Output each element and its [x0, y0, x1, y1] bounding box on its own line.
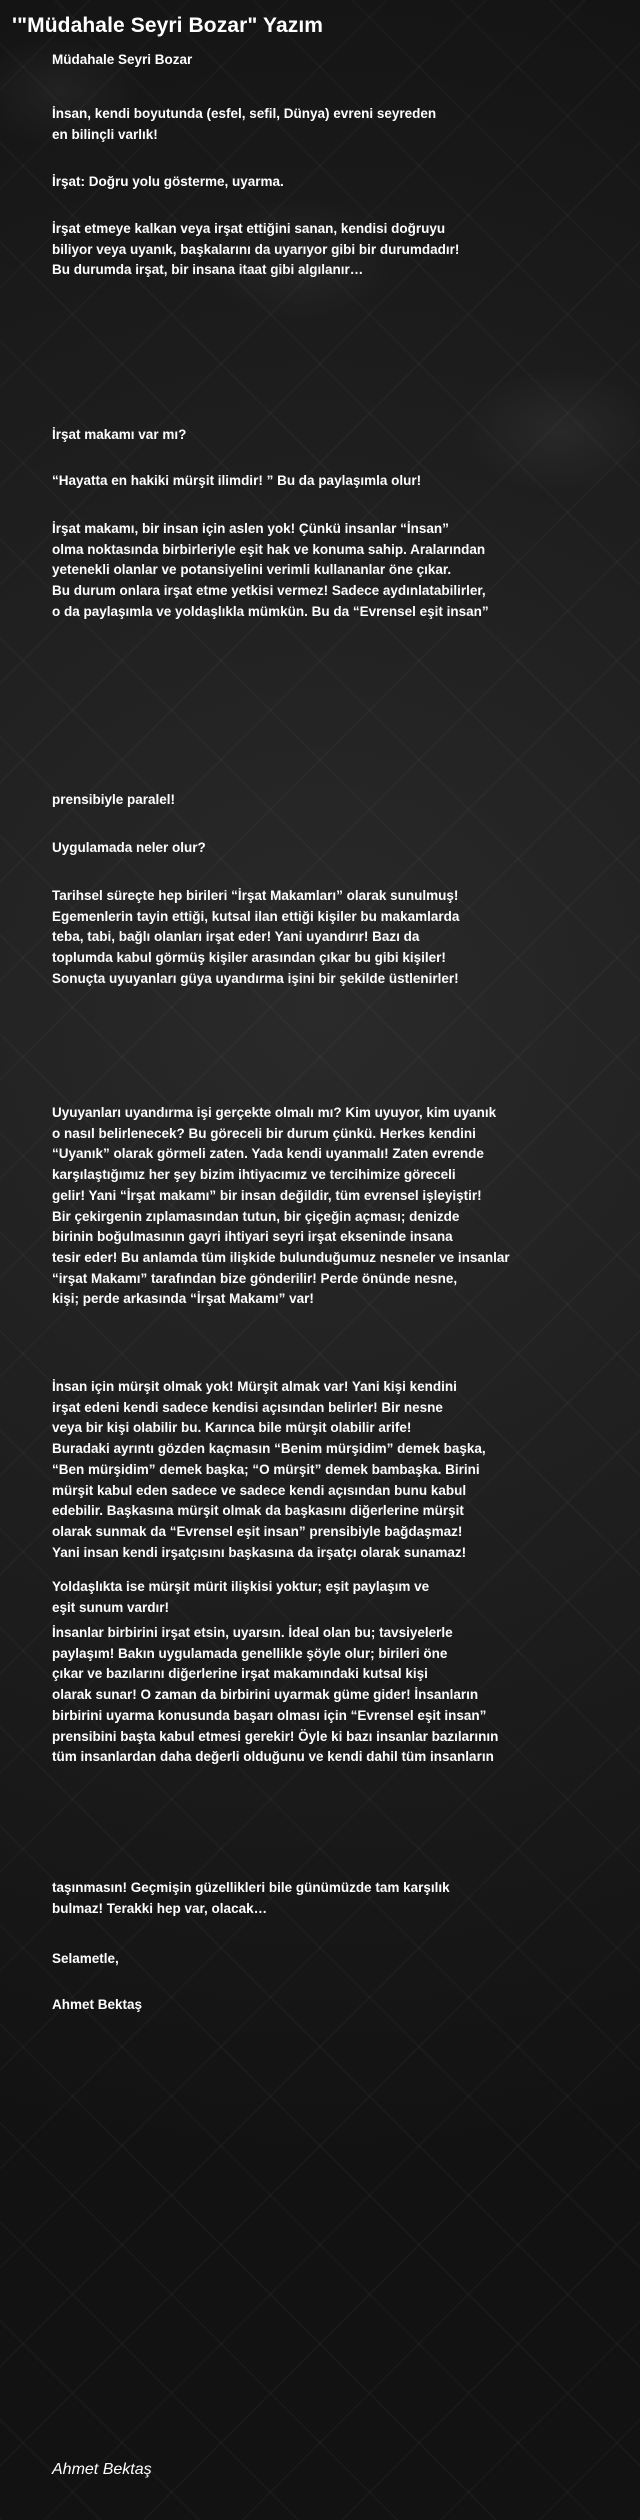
poem-paragraph [52, 1577, 429, 1618]
poem-line: irşat edeni kendi sadece kendisi açısından belirler! Bir nesne [52, 1399, 443, 1415]
poem-line: İrşat: Doğru yolu gösterme, uyarma. [52, 174, 284, 189]
poem-line: biliyor veya uyanık, başkalarını da uyarıyor gibi bir durumdadır! [52, 241, 460, 257]
poem-line: olarak sunar! O zaman da birbirini uyarmak güme gider! İnsanların [52, 1687, 479, 1703]
poem-line: eşit sunum vardır! [52, 1599, 170, 1615]
poem-line: paylaşım! Bakın uygulamada genellikle şöyle olur; birileri öne [52, 1645, 448, 1661]
poem-line: İnsan, kendi boyutunda (esfel, sefil, Dünya) evreni seyreden [52, 106, 437, 121]
poem-line: Bu durum onlara irşat etme yetkisi vermez! Sadece aydınlatabilirler, [52, 583, 486, 599]
poem-paragraph [52, 1995, 142, 2016]
poem-line: olma noktasında birbirleriyle eşit hak ve konuma sahip. Aralarından [52, 541, 486, 557]
poem-paragraph [52, 104, 436, 145]
poem-line: edebilir. Başkasına mürşit olmak da başkasını diğerlerine mürşit [52, 1503, 464, 1519]
poem-line: Uygulamada neler olur? [52, 840, 206, 855]
poem-line: mürşit kabul eden sadece ve sadece kendi açısından bunu kabul [52, 1482, 467, 1498]
poem-subtitle: Müdahale Seyri Bozar [52, 52, 193, 67]
poem-paragraph [52, 1377, 486, 1563]
poem-line: veya bir kişi olabilir bu. Karınca bile mürşit olabilir arife! [52, 1420, 412, 1436]
poem-line: karşılaştığımız her şey bizim ihtiyacımız ve tercihimize göreceli [52, 1167, 456, 1183]
poem-line: “Ben mürşidim” demek başka; “O mürşit” demek bambaşka. Birini [52, 1461, 480, 1477]
poem-line: birinin boğulmasının gayri ihtiyari seyri irşat ekseninde insana [52, 1229, 453, 1245]
poem-line: Sonuçta uyuyanları güya uyandırma işini bir şekilde üstlenirler! [52, 970, 459, 986]
poem-line: teba, tabi, bağlı olanları irşat eder! Yani uyandırır! Bazı da [52, 929, 420, 945]
poem-line: yetenekli olanlar ve potansiyelini verimli kullananlar öne çıkar. [52, 562, 452, 578]
poem-line: Tarihsel süreçte hep birileri “İrşat Makamları” olarak sunulmuş! [52, 888, 459, 903]
poem-line: Uyuyanları uyandırma işi gerçekte olmalı mı? Kim uyuyor, kim uyanık [52, 1105, 497, 1120]
poem-line: Yani insan kendi irşatçısını başkasına da irşatçı olarak sunamaz! [52, 1544, 467, 1560]
poem-line: bulmaz! Terakki hep var, olacak… [52, 1900, 268, 1916]
poem-paragraph [52, 886, 459, 990]
poem-line: tüm insanlardan daha değerli olduğunu ve kendi dahil tüm insanların [52, 1749, 494, 1765]
poem-line: Bu durumda irşat, bir insana itaat gibi algılanır… [52, 262, 364, 278]
poem-paragraph [52, 471, 421, 492]
poem-line: o da paylaşımla ve yoldaşlıkla mümkün. Bu da “Evrensel eşit insan” [52, 603, 489, 619]
poem-line: İrşat makamı var mı? [52, 427, 187, 442]
poem-line: İrşat makamı, bir insan için aslen yok! Çünkü insanlar “İnsan” [52, 521, 449, 536]
poem-line: toplumda kabul görmüş kişiler arasından çıkar bu gibi kişiler! [52, 950, 446, 966]
author-signature: Ahmet Bektaş [52, 2461, 152, 2478]
poem-line: “irşat Makamı” tarafından bize gönderilir! Perde önünde nesne, [52, 1270, 458, 1286]
poem-paragraph [52, 519, 489, 623]
poem-line: “Uyanık” olarak görmeli zaten. Yada kendi uyanmalı! Zaten evrende [52, 1146, 484, 1162]
poem-line: prensibini başta kabul etmesi gerekir! Öyle ki bazı insanlar bazılarının [52, 1728, 499, 1744]
poem-line: İnsanlar birbirini irşat etsin, uyarsın. İdeal olan bu; tavsiyelerle [52, 1625, 453, 1640]
poem-line: en bilinçli varlık! [52, 126, 158, 142]
poem-line: o nasıl belirlenecek? Bu göreceli bir durum çünkü. Herkes kendini [52, 1125, 476, 1141]
poem-line: Buradaki ayrıntı gözden kaçmasın “Benim mürşidim” demek başka, [52, 1441, 486, 1457]
poem-line: İnsan için mürşit olmak yok! Mürşit almak var! Yani kişi kendini [52, 1379, 457, 1394]
poem-paragraph [52, 790, 175, 811]
poem-paragraph [52, 1949, 119, 1970]
poem-paragraph [52, 838, 206, 859]
poem-line: çıkar ve bazılarını diğerlerine irşat makamındaki kutsal kişi [52, 1666, 428, 1682]
poem-paragraph [52, 1103, 510, 1310]
poem-line: Egemenlerin tayin ettiği, kutsal ilan ettiği kişiler bu makamlarda [52, 908, 460, 924]
poem-paragraph [52, 1878, 450, 1919]
poem-line: “Hayatta en hakiki mürşit ilimdir! ” Bu da paylaşımla olur! [52, 473, 422, 488]
poem-line: Yoldaşlıkta ise mürşit mürit ilişkisi yoktur; eşit paylaşım ve [52, 1579, 430, 1594]
poem-paragraph [52, 425, 186, 446]
poem-paragraph [52, 1623, 498, 1768]
poem-line: prensibiyle paralel! [52, 792, 176, 807]
poem-line: gelir! Yani “İrşat makamı” bir insan değildir, tüm evrensel işleyiştir! [52, 1187, 482, 1203]
poem-line: Selametle, [52, 1951, 119, 1966]
poem-paragraph [52, 172, 284, 193]
poem-line: Bir çekirgenin zıplamasından tutun, bir çiçeğin açması; denizde [52, 1208, 460, 1224]
poem-line: olarak sunmak da “Evrensel eşit insan” prensibiyle bağdaşmaz! [52, 1523, 463, 1539]
page-title: '"Müdahale Seyri Bozar" Yazım [12, 14, 324, 37]
poem-line: taşınmasın! Geçmişin güzellikleri bile günümüzde tam karşılık [52, 1880, 450, 1895]
poem-line: kişi; perde arkasında “İrşat Makamı” var! [52, 1291, 314, 1307]
poem-line: Ahmet Bektaş [52, 1997, 143, 2012]
poem-line: İrşat etmeye kalkan veya irşat ettiğini sanan, kendisi doğruyu [52, 221, 446, 236]
poem-paragraph [52, 219, 459, 281]
poem-line: tesir eder! Bu anlamda tüm ilişkide bulunduğumuz nesneler ve insanlar [52, 1249, 510, 1265]
poem-line: birbirini uyarma konusunda başarı olması için “Evrensel eşit insan” [52, 1707, 487, 1723]
